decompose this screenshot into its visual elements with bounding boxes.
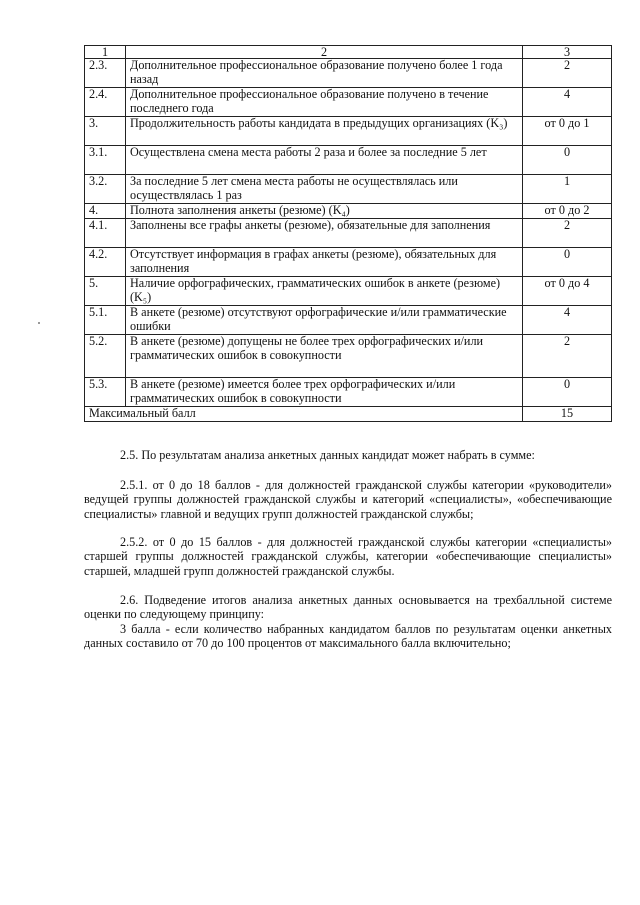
row-number: 3.2. (85, 175, 126, 204)
paragraph-2-5-1 (84, 478, 612, 521)
row-points: 2 (523, 335, 612, 378)
table-row (85, 88, 612, 117)
row-criterion: Продолжительность работы кандидата в предыдущих организациях (K₃) (126, 117, 523, 146)
row-number: 4.1. (85, 219, 126, 248)
table-total-row (85, 407, 612, 422)
row-points: 4 (523, 88, 612, 117)
table-row (85, 335, 612, 378)
row-number: 5. (85, 277, 126, 306)
paragraph-text: 2.5. По результатам анализа анкетных данных кандидат может набрать в сумме: (120, 448, 535, 462)
table-row (85, 306, 612, 335)
row-criterion: Полнота заполнения анкеты (резюме) (K₄) (126, 204, 523, 219)
paragraph-text: 2.6. Подведение итогов анализа анкетных данных основывается на трехбалльной системе оценки по следующему принципу: (84, 593, 612, 622)
row-number: 2.4. (85, 88, 126, 117)
row-criterion: Дополнительное профессиональное образование получено в течение последнего года (126, 88, 523, 117)
table-row (85, 277, 612, 306)
row-points: 0 (523, 146, 612, 175)
paragraph-text: 2.5.2. от 0 до 15 баллов - для должностей гражданской службы категории «специалисты» старшей группы должностей гражданской службы, категории «обеспечивающие специалисты» старшей, младшей групп должностей гражданской службы. (84, 535, 612, 578)
row-number: 4. (85, 204, 126, 219)
scan-speck (38, 322, 40, 324)
row-points: от 0 до 4 (523, 277, 612, 306)
paragraph-text: 3 балла - если количество набранных кандидатом баллов по результатам оценки анкетных данных составило от 70 до 100 процентов от максимального балла включительно; (84, 622, 612, 651)
row-points: 2 (523, 219, 612, 248)
total-value: 15 (523, 407, 612, 422)
table-header-row (85, 46, 612, 59)
row-number: 4.2. (85, 248, 126, 277)
paragraph-2-6 (84, 593, 612, 622)
row-criterion: Отсутствует информация в графах анкеты (резюме), обязательных для заполнения (126, 248, 523, 277)
header-cell-3: 3 (523, 46, 612, 59)
paragraph-2-5-2 (84, 535, 612, 578)
row-number: 5.1. (85, 306, 126, 335)
row-criterion: Заполнены все графы анкеты (резюме), обязательные для заполнения (126, 219, 523, 248)
table-row (85, 204, 612, 219)
row-criterion: В анкете (резюме) допущены не более трех орфографических и/или грамматических ошибок в совокупности (126, 335, 523, 378)
table-row (85, 146, 612, 175)
row-points: 2 (523, 59, 612, 88)
table-row (85, 175, 612, 204)
paragraph-text: 2.5.1. от 0 до 18 баллов - для должностей гражданской службы категории «руководители» ведущей группы должностей гражданской службы и категорий «специалисты», «обеспечивающие специалисты» главной и ведущих групп должностей гражданской службы; (84, 478, 612, 521)
table-row (85, 117, 612, 146)
row-criterion: В анкете (резюме) имеется более трех орфографических и/или грамматических ошибок в совокупности (126, 378, 523, 407)
row-criterion: Наличие орфографических, грамматических ошибок в анкете (резюме) (K₅) (126, 277, 523, 306)
table-row (85, 59, 612, 88)
row-number: 2.3. (85, 59, 126, 88)
row-criterion: Дополнительное профессиональное образование получено более 1 года назад (126, 59, 523, 88)
table-row (85, 248, 612, 277)
row-points: 0 (523, 248, 612, 277)
paragraph-2-5 (84, 448, 612, 462)
row-criterion: За последние 5 лет смена места работы не осуществлялась или осуществлялась 1 раз (126, 175, 523, 204)
table-row (85, 219, 612, 248)
row-number: 3.1. (85, 146, 126, 175)
table-row (85, 378, 612, 407)
row-points: от 0 до 1 (523, 117, 612, 146)
row-criterion: В анкете (резюме) отсутствуют орфографические и/или грамматические ошибки (126, 306, 523, 335)
row-number: 3. (85, 117, 126, 146)
row-criterion: Осуществлена смена места работы 2 раза и более за последние 5 лет (126, 146, 523, 175)
row-number: 5.2. (85, 335, 126, 378)
header-cell-2: 2 (126, 46, 523, 59)
paragraph-3-points (84, 622, 612, 651)
scoring-table (84, 45, 612, 422)
row-points: 0 (523, 378, 612, 407)
header-cell-1: 1 (85, 46, 126, 59)
row-points: от 0 до 2 (523, 204, 612, 219)
row-points: 4 (523, 306, 612, 335)
row-points: 1 (523, 175, 612, 204)
row-number: 5.3. (85, 378, 126, 407)
total-label: Максимальный балл (85, 407, 523, 422)
